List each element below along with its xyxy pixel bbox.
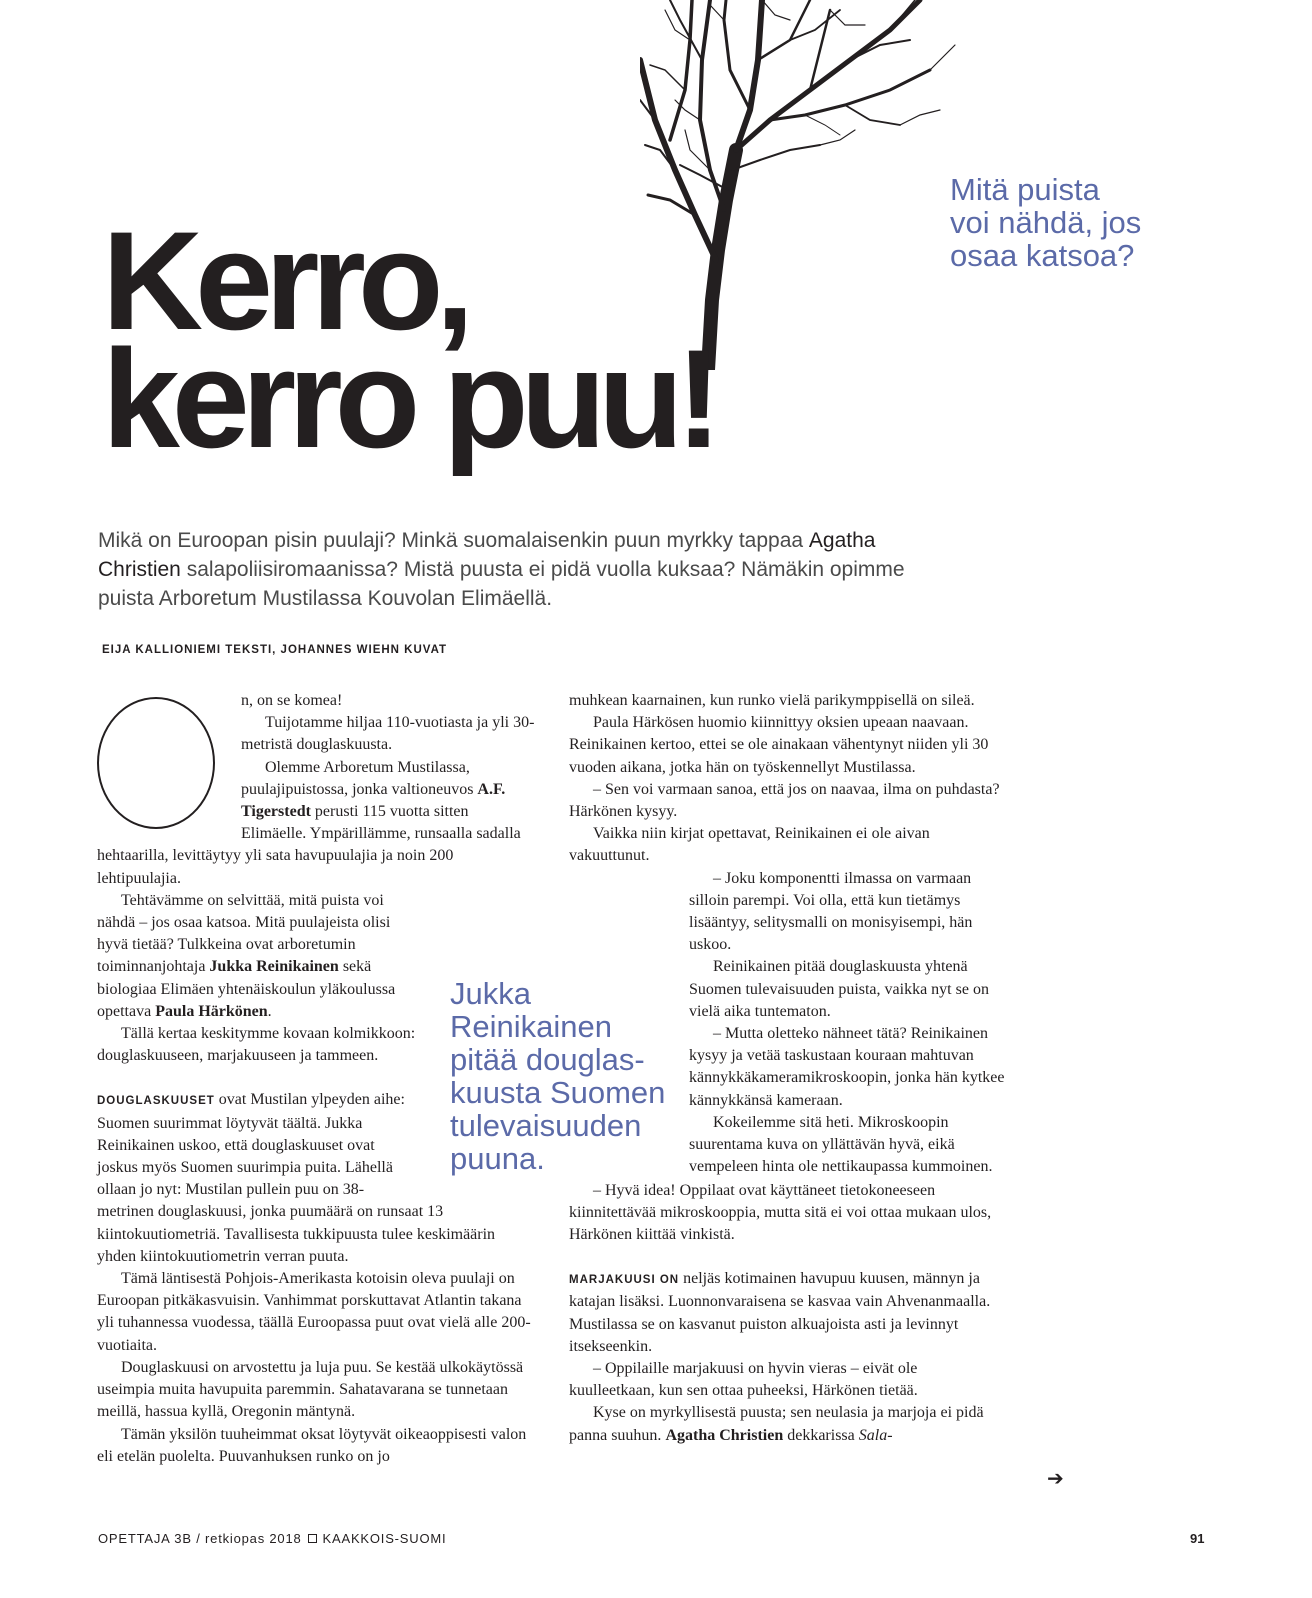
person-name: A.F. Tigerstedt	[241, 780, 506, 821]
book-title: Sala-	[858, 1426, 893, 1444]
pullquote-line: pitää douglas-	[450, 1042, 645, 1077]
paragraph: Vaikka niin kirjat opettavat, Reinikainen ei ole aivan vakuuttunut.	[569, 825, 930, 865]
region-name: KAAKKOIS-SUOMI	[322, 1531, 447, 1546]
arrow-right-icon: ➔	[1047, 1466, 1064, 1490]
article-column-2	[569, 690, 1007, 1447]
byline: EIJA KALLIONIEMI TEKSTI, JOHANNES WIEHN KUVAT	[102, 644, 448, 656]
kicker-line-1: Mitä puista	[950, 172, 1100, 207]
paragraph: – Hyvä idea! Oppilaat ovat käyttäneet tietokoneeseen kiinnitettävää mikroskooppia, mutta sitä ei voi ottaa mukaan ulos, Härkönen kiittää vinkistä.	[569, 1181, 992, 1244]
text: neljäs kotimainen havupuu kuusen, männyn ja katajan lisäksi. Luonnonvaraisena se kasvaa vain Ahvenanmaalla. Mustilassa se on kasvanut puiston alkuajoista asti ja levinnyt itsekseenkin.	[569, 1270, 991, 1355]
paragraph: – Sen voi varmaan sanoa, että jos on naavaa, ilma on puhdasta? Härkönen kysyy.	[569, 780, 1000, 821]
intro-part-1: Mikä on Euroopan pisin puulaji? Minkä suomalaisenkin puun myrkky tappaa	[98, 529, 809, 552]
intro-name: Agatha Christien	[98, 529, 876, 581]
paragraph: Tällä kertaa keskitymme kovaan kolmikkoon: douglaskuuseen, marjakuuseen ja tammeen.	[97, 1025, 416, 1065]
paragraph: n, on se komea!	[241, 692, 343, 709]
person-name: Paula Härkönen	[155, 1002, 268, 1020]
section-lead: DOUGLASKUUSET	[97, 1095, 215, 1108]
paragraph: – Oppilaille marjakuusi on hyvin vieras – eivät ole kuulleetkaan, kun sen ottaa puheeksi, Härkönen tietää.	[569, 1360, 918, 1400]
paragraph: Kokeilemme sitä heti. Mikroskoopin suurentama kuva on yllättävän hyvä, eikä vempeleen hinta ole nettikaupassa kummoinen.	[689, 1113, 993, 1176]
pullquote-space	[569, 890, 689, 1180]
dropcap-space	[97, 690, 241, 844]
page-number: 91	[1190, 1531, 1205, 1546]
text: .	[267, 1002, 272, 1020]
paragraph: muhkean kaarnainen, kun runko vielä parikymppisellä on sileä.	[569, 692, 975, 709]
page-footer	[98, 1531, 446, 1546]
text: Olemme Arboretum Mustilassa, puulajipuistossa, jonka valtioneuvos	[241, 758, 478, 798]
pullquote-line: puuna.	[450, 1141, 545, 1176]
headline-line-2: kerro puu!	[102, 320, 715, 477]
paragraph	[569, 1268, 1007, 1358]
text: ovat Mustilan ylpeyden aihe: Suomen suurimmat löytyvät täältä. Jukka Reinikainen uskoo, että douglaskuuset ovat joskus myös Suomen suurimpia puita. Lähellä ollaan jo nyt: Mustilan pullein puu on 38-metrinen douglaskuusi, jonka puumäärä on runsaat 13 kiintokuutiometriä. Tavallisesta tukkipuusta tulee keskimäärin yhden kiintokuutiometrin verran puuta.	[97, 1091, 496, 1265]
text: Tehtävämme on selvittää, mitä puista voi nähdä – jos osaa katsoa. Mitä puulajeista olisi hyvä tietää? Tulkkeina ovat arboretumin toiminnanjohtaja	[97, 891, 391, 976]
paragraph: Douglaskuusi on arvostettu ja luja puu. Se kestää ulkokäytössä useimpia muita havupuita paremmin. Sahatavarana se tunnetaan meillä, hassua kyllä, Oregonin mäntynä.	[97, 1358, 524, 1421]
paragraph: Paula Härkösen huomio kiinnittyy oksien upeaan naavaan. Reinikainen kertoo, ettei se ole ainakaan vähentynyt niiden yli 30 vuoden aikana, jotka hän on työskennellyt Mustilassa.	[569, 714, 989, 776]
paragraph: Reinikainen pitää douglaskuusta yhtenä Suomen tulevaisuuden puista, vaikka nyt se on vielä aika tuntematon.	[689, 958, 989, 1020]
person-name: Jukka Reinikainen	[209, 958, 339, 976]
paragraph: Tämän yksilön tuuheimmat oksat löytyvät oikeaoppisesti valon eli etelän puolelta. Puuvanhuksen runko on jo	[97, 1425, 527, 1465]
person-name: Agatha Christien	[665, 1426, 784, 1444]
pullquote-line: Reinikainen	[450, 1009, 612, 1044]
text: Kyse on myrkyllisestä puusta; sen neulasia ja marjoja ei pidä panna suuhun.	[569, 1404, 984, 1444]
intro-lead	[98, 526, 918, 613]
headline-line-1: Kerro,	[102, 202, 467, 359]
pullquote-line: Jukka	[450, 976, 531, 1011]
spacer	[569, 1246, 1007, 1268]
text: perusti 115 vuotta sitten Elimäelle. Ympärillämme, runsaalla sadalla hehtaarilla, levittäytyy yli sata havupuulajia ja noin 200 lehtipuulajia.	[97, 803, 521, 887]
magazine-name: OPETTAJA 3B / retkiopas 2018	[98, 1531, 302, 1546]
pullquote-line: tulevaisuuden	[450, 1108, 642, 1143]
paragraph: – Mutta oletteko nähneet tätä? Reinikainen kysyy ja vetää taskustaan kouraan mahtuvan kännykkäkameramikroskoopin, jonka hän kytkee kännykkänsä kameraan.	[689, 1025, 1005, 1109]
kicker-line-3: osaa katsoa?	[950, 238, 1135, 273]
intro-part-2: salapoliisiromaanissa? Mistä puusta ei pidä vuolla kuksaa? Nämäkin opimme puista Arboretum Mustilassa Kouvolan Elimäellä.	[98, 558, 905, 610]
paragraph: Tuijotamme hiljaa 110-vuotiasta ja yli 30-metristä douglaskuusta.	[241, 714, 535, 754]
kicker-line-2: voi nähdä, jos	[950, 205, 1142, 240]
paragraph	[569, 1402, 1007, 1446]
headline	[102, 202, 715, 477]
square-icon	[308, 1534, 317, 1543]
kicker-question	[950, 173, 1250, 272]
paragraph: Tämä läntisestä Pohjois-Amerikasta kotoisin oleva puulaji on Euroopan pitkäkasvuisin. Vanhimmat porskuttavat Atlantin takana yli tuhannessa vuodessa, täällä Euroopassa puut ovat vielä alle 200-vuotiaita.	[97, 1270, 531, 1354]
text: sekä biologiaa Elimäen yhtenäiskoulun yläkoulussa opettava	[97, 958, 396, 1020]
paragraph: – Joku komponentti ilmassa on varmaan silloin parempi. Voi olla, että kun tietämys lisääntyy, selitysmalli on monisyisempi, hän uskoo.	[689, 869, 973, 954]
text: dekkarissa	[783, 1426, 859, 1444]
pullquote-line: kuusta Suomen	[450, 1075, 666, 1110]
section-lead: MARJAKUUSI ON	[569, 1274, 680, 1287]
